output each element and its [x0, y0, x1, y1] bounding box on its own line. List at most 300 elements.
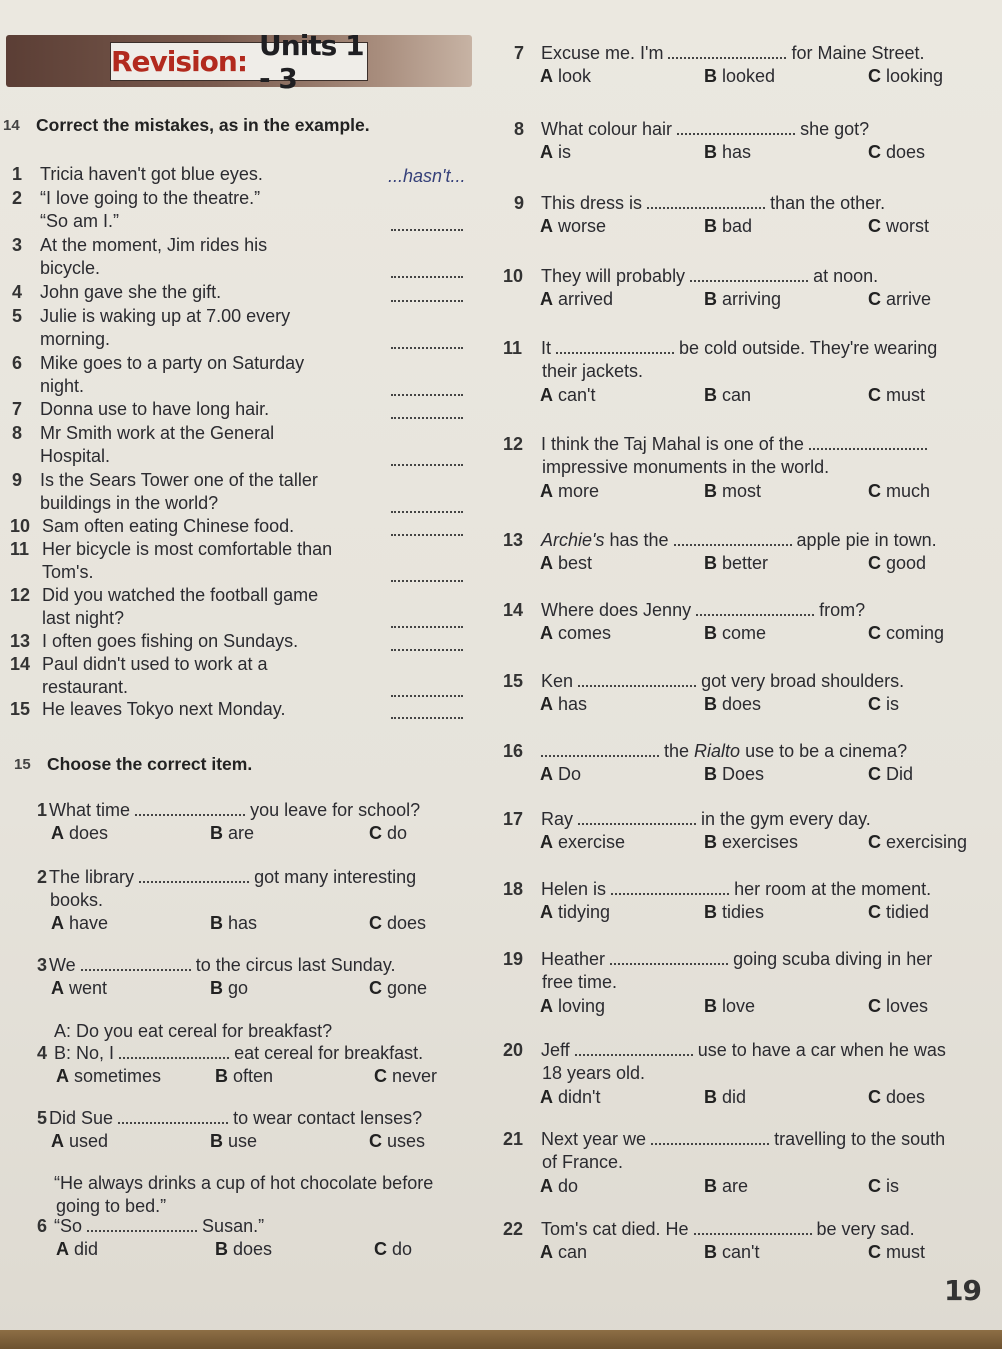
option-letter: C [868, 1176, 881, 1196]
ex14-item-text: He leaves Tokyo next Monday. [42, 699, 286, 719]
option-text: love [722, 996, 756, 1016]
option-letter: A [540, 832, 553, 852]
option-text: does [387, 913, 427, 933]
option-c[interactable] [374, 1238, 412, 1260]
units-label: Units 1 - 3 [259, 28, 364, 95]
ex15-sentence [49, 1107, 422, 1129]
option-letter: C [374, 1239, 387, 1259]
option-text: has [228, 913, 258, 933]
ex14-item-text: At the moment, Jim rides his [40, 235, 268, 255]
option-a[interactable] [540, 763, 581, 785]
ex15-item-number: 16 [503, 741, 524, 761]
option-a[interactable] [540, 480, 599, 502]
option-a[interactable] [540, 901, 610, 923]
option-text: looking [886, 66, 944, 86]
ex14-item-text: Sam often eating Chinese food. [42, 516, 295, 536]
ex15-sentence [541, 878, 931, 900]
ex14-answer-blank[interactable] [391, 229, 463, 231]
answer-blank[interactable] [135, 800, 245, 816]
option-letter: B [704, 481, 717, 501]
ex14-answer-blank[interactable] [391, 695, 463, 697]
option-b[interactable] [704, 693, 761, 715]
option-text: good [886, 553, 927, 573]
option-text: is [558, 142, 572, 162]
option-c[interactable] [868, 831, 967, 853]
ex14-item-number: 11 [10, 539, 30, 559]
answer-blank[interactable] [541, 741, 659, 757]
answer-blank[interactable] [139, 867, 249, 883]
ex15-sentence [541, 529, 937, 551]
option-a[interactable] [540, 384, 595, 406]
option-letter: C [868, 142, 881, 162]
revision-label: Revision: [111, 45, 248, 78]
option-letter: C [868, 481, 881, 501]
option-a[interactable] [51, 822, 108, 844]
ex14-item-number: 7 [12, 399, 23, 419]
option-b[interactable] [704, 901, 764, 923]
ex14-item-number: 3 [12, 235, 23, 255]
option-a[interactable] [540, 995, 605, 1017]
ex14-item-text: Hospital. [40, 446, 111, 466]
answer-blank[interactable] [668, 43, 786, 59]
ex15-text-before: Where does Jenny [541, 600, 692, 620]
option-text: loves [886, 996, 929, 1016]
option-c[interactable] [868, 1175, 899, 1197]
option-c[interactable] [868, 995, 928, 1017]
answer-blank[interactable] [556, 338, 674, 354]
ex15-prompt: going to bed.” [56, 1196, 167, 1216]
ex14-item-text: Her bicycle is most comfortable than [42, 539, 333, 559]
ex15-text-before: Archie's [541, 530, 605, 550]
option-text: has [558, 694, 588, 714]
option-text: uses [387, 1131, 426, 1151]
ex15-text-before: Did Sue [49, 1108, 114, 1128]
option-b[interactable] [704, 141, 751, 163]
ex15-sentence-continued: free time. [542, 972, 618, 992]
ex14-item-text: night. [40, 376, 85, 396]
ex15-sentence [54, 1042, 423, 1064]
answer-blank[interactable] [575, 1040, 693, 1056]
option-text: worst [886, 216, 930, 236]
option-text: better [722, 553, 769, 573]
option-a[interactable] [540, 1241, 587, 1263]
ex15-sentence-continued: impressive monuments in the world. [542, 457, 830, 477]
ex14-answer-blank[interactable] [391, 626, 463, 628]
ex15-sentence [541, 192, 885, 214]
option-text: worse [558, 216, 607, 236]
option-b[interactable] [704, 995, 755, 1017]
option-text: loving [558, 996, 606, 1016]
option-b[interactable] [215, 1065, 273, 1087]
option-letter: A [56, 1239, 69, 1259]
option-b[interactable] [704, 763, 764, 785]
option-letter: C [369, 823, 382, 843]
ex15-sentence [541, 740, 907, 762]
ex14-item-text: morning. [40, 329, 111, 349]
ex15-text-after: got very broad shoulders. [701, 671, 905, 691]
ex15-text-after: to wear contact lenses? [233, 1108, 423, 1128]
ex14-answer-blank[interactable] [391, 276, 463, 278]
ex15-item-number: 19 [503, 949, 524, 969]
option-text: much [886, 481, 931, 501]
answer-blank[interactable] [611, 879, 729, 895]
option-a[interactable] [540, 288, 613, 310]
option-text: used [69, 1131, 109, 1151]
ex14-item-number: 5 [12, 306, 23, 326]
option-c[interactable] [868, 480, 930, 502]
option-letter: A [540, 996, 553, 1016]
ex15-item-number: 18 [503, 879, 524, 899]
option-letter: A [51, 823, 64, 843]
option-b[interactable] [704, 288, 781, 310]
ex15-prompt: A: Do you eat cereal for breakfast? [54, 1021, 333, 1041]
option-b[interactable] [704, 1086, 746, 1108]
option-text: do [392, 1239, 413, 1259]
option-b[interactable] [704, 384, 751, 406]
ex15-item-number: 9 [514, 193, 525, 213]
page-number: 19 [944, 1274, 981, 1307]
option-c[interactable] [868, 622, 944, 644]
option-text: more [558, 481, 600, 501]
ex15-sentence [541, 948, 932, 970]
ex15-sentence [541, 1218, 915, 1240]
option-letter: B [210, 978, 223, 998]
ex15-item-number: 8 [514, 119, 525, 139]
option-text: are [228, 823, 255, 843]
option-text: coming [886, 623, 945, 643]
ex14-answer-blank[interactable] [391, 347, 463, 349]
ex15-sentence [541, 265, 878, 287]
ex14-answer-blank[interactable] [391, 417, 463, 419]
option-text: does [722, 694, 762, 714]
ex15-text-before: Ken [541, 671, 574, 691]
option-letter: C [868, 66, 881, 86]
option-text: arrived [558, 289, 614, 309]
option-a[interactable] [56, 1238, 98, 1260]
option-letter: B [704, 996, 717, 1016]
option-text: did [74, 1239, 99, 1259]
answer-blank[interactable] [674, 530, 792, 546]
option-letter: C [868, 623, 881, 643]
ex15-text-before: We [49, 955, 76, 975]
option-c[interactable] [868, 1086, 925, 1108]
bottom-edge [0, 1330, 1002, 1349]
option-a[interactable] [540, 141, 571, 163]
ex14-answer-blank[interactable] [391, 534, 463, 536]
ex14-item-number: 4 [12, 282, 23, 302]
option-letter: A [540, 481, 553, 501]
answer-blank[interactable] [647, 193, 765, 209]
option-text: is [886, 1176, 900, 1196]
ex15-text-before: Next year we [541, 1129, 647, 1149]
option-letter: B [704, 216, 717, 236]
ex15-sentence [541, 1128, 945, 1150]
ex15-item-number: 7 [514, 43, 525, 63]
ex15-text-before: They will probably [541, 266, 686, 286]
answer-blank[interactable] [119, 1043, 229, 1059]
option-letter: B [704, 1087, 717, 1107]
option-b[interactable] [210, 977, 248, 999]
option-letter: A [540, 216, 553, 236]
ex15-sentence [541, 337, 937, 359]
exercise-15-instruction: Choose the correct item. [47, 754, 253, 774]
option-letter: C [374, 1066, 387, 1086]
ex15-text-before: B: No, I [54, 1043, 115, 1063]
ex15-text-before: The library [49, 867, 135, 887]
option-a[interactable] [540, 215, 606, 237]
ex15-text-before: Tom's cat died. He [541, 1219, 689, 1239]
ex14-item-number: 12 [10, 585, 31, 605]
ex14-item-text: “So am I.” [40, 211, 120, 231]
option-a[interactable] [51, 1130, 108, 1152]
option-letter: B [704, 142, 717, 162]
ex15-text-after: the [664, 741, 695, 761]
option-text: is [886, 694, 900, 714]
option-a[interactable] [540, 552, 592, 574]
ex14-item-text: bicycle. [40, 258, 101, 278]
ex14-item-text: last night? [42, 608, 125, 628]
option-text: exercise [558, 832, 626, 852]
option-letter: A [540, 1242, 553, 1262]
option-b[interactable] [210, 912, 257, 934]
ex15-text-after: than the other. [770, 193, 886, 213]
option-letter: C [868, 996, 881, 1016]
ex15-item-number: 12 [503, 434, 524, 454]
ex15-item-number: 2 [37, 867, 48, 887]
answer-blank[interactable] [81, 955, 191, 971]
answer-blank[interactable] [809, 434, 927, 450]
option-c[interactable] [868, 288, 931, 310]
ex15-item-number: 5 [37, 1108, 48, 1128]
ex14-answer-blank[interactable] [391, 649, 463, 651]
ex14-answer-blank[interactable] [391, 300, 463, 302]
option-text: arriving [722, 289, 782, 309]
option-letter: B [704, 902, 717, 922]
option-b[interactable] [210, 1130, 257, 1152]
ex15-text-before: I think the Taj Mahal is one of the [541, 434, 804, 454]
ex15-text-after: from? [819, 600, 866, 620]
answer-blank[interactable] [694, 1219, 812, 1235]
option-text: Did [886, 764, 914, 784]
option-c[interactable] [868, 1241, 925, 1263]
option-text: do [558, 1176, 579, 1196]
option-letter: A [51, 1131, 64, 1151]
ex15-item-number: 22 [503, 1219, 524, 1239]
ex14-item-text: buildings in the world? [40, 493, 219, 513]
ex15-text-before: Helen is [541, 879, 607, 899]
option-letter: A [540, 66, 553, 86]
option-text: does [233, 1239, 273, 1259]
option-text: must [886, 1242, 926, 1262]
answer-blank[interactable] [87, 1216, 197, 1232]
ex15-text-after: got many interesting [254, 867, 417, 887]
ex15-sentence [541, 118, 869, 140]
option-letter: B [704, 66, 717, 86]
ex15-item-number: 10 [503, 266, 524, 286]
option-a[interactable] [540, 1175, 578, 1197]
option-b[interactable] [704, 215, 752, 237]
ex14-answer-blank[interactable] [391, 580, 463, 582]
option-a[interactable] [51, 977, 107, 999]
option-text: Does [722, 764, 765, 784]
ex14-item-text: Did you watched the football game [42, 585, 319, 605]
option-text: did [722, 1087, 747, 1107]
ex15-text-after: she got? [800, 119, 870, 139]
answer-blank[interactable] [118, 1108, 228, 1124]
option-text: has [722, 142, 752, 162]
option-text: does [886, 1087, 926, 1107]
ex15-item-number: 14 [503, 600, 524, 620]
option-text: use [228, 1131, 258, 1151]
option-letter: B [704, 385, 717, 405]
answer-blank[interactable] [690, 266, 808, 282]
ex15-text-before: Excuse me. I'm [541, 43, 664, 63]
ex15-sentence-continued: of France. [542, 1152, 624, 1172]
option-text: does [69, 823, 109, 843]
ex14-answer-blank[interactable] [391, 717, 463, 719]
ex14-item-number: 1 [12, 164, 23, 184]
option-c[interactable] [369, 912, 426, 934]
option-a[interactable] [51, 912, 108, 934]
ex14-answer-blank[interactable] [391, 464, 463, 466]
ex15-text-after: going scuba diving in her [733, 949, 933, 969]
ex15-item-number: 3 [37, 955, 48, 975]
option-letter: B [704, 832, 717, 852]
option-c[interactable] [868, 693, 899, 715]
option-a[interactable] [540, 1086, 600, 1108]
option-c[interactable] [369, 977, 427, 999]
ex14-item-number: 13 [10, 631, 31, 651]
option-letter: A [540, 623, 553, 643]
exercise-15-number: 15 [14, 756, 31, 773]
exercise-14-instruction: Correct the mistakes, as in the example. [36, 115, 370, 135]
option-a[interactable] [540, 693, 587, 715]
option-letter: C [369, 913, 382, 933]
option-letter: A [51, 978, 64, 998]
ex15-prompt: “He always drinks a cup of hot chocolate before [54, 1173, 434, 1193]
option-b[interactable] [704, 1175, 748, 1197]
option-letter: C [868, 289, 881, 309]
ex14-item-text: Mr Smith work at the General [40, 423, 275, 443]
ex15-sentence [54, 1215, 264, 1237]
answer-blank[interactable] [696, 600, 814, 616]
ex14-item-text: “I love going to the theatre.” [40, 188, 261, 208]
ex14-item-number: 10 [10, 516, 31, 536]
ex15-text-before: Jeff [541, 1040, 570, 1060]
option-b[interactable] [704, 622, 766, 644]
answer-blank[interactable] [677, 119, 795, 135]
option-b[interactable] [704, 831, 798, 853]
option-text: must [886, 385, 926, 405]
option-a[interactable] [540, 831, 625, 853]
ex15-item-number: 15 [503, 671, 524, 691]
option-letter: B [215, 1239, 228, 1259]
ex15-text-after: be very sad. [816, 1219, 915, 1239]
ex15-text-before: Heather [541, 949, 606, 969]
revision-title [110, 28, 368, 95]
option-letter: B [210, 823, 223, 843]
ex14-item-number: 9 [12, 470, 23, 490]
option-a[interactable] [540, 65, 591, 87]
option-c[interactable] [868, 763, 913, 785]
option-b[interactable] [704, 1241, 759, 1263]
option-c[interactable] [868, 552, 926, 574]
ex15-sentence [49, 954, 396, 976]
option-letter: C [369, 978, 382, 998]
option-b[interactable] [704, 552, 768, 574]
option-c[interactable] [868, 901, 929, 923]
option-text: can't [722, 1242, 760, 1262]
option-text: tidies [722, 902, 765, 922]
option-text: looked [722, 66, 776, 86]
option-b[interactable] [704, 480, 761, 502]
option-text: have [69, 913, 109, 933]
option-letter: A [56, 1066, 69, 1086]
option-c[interactable] [369, 1130, 425, 1152]
option-b[interactable] [215, 1238, 272, 1260]
option-c[interactable] [369, 822, 407, 844]
option-text: tidied [886, 902, 930, 922]
option-letter: A [540, 553, 553, 573]
ex14-item-text: I often goes fishing on Sundays. [42, 631, 299, 651]
option-a[interactable] [56, 1065, 161, 1087]
exercise-14-number: 14 [3, 117, 20, 134]
ex14-item-number: 2 [12, 188, 23, 208]
ex15-sentence [541, 599, 865, 621]
ex15-sentence [49, 866, 416, 888]
ex15-item-number: 11 [503, 338, 523, 358]
ex14-item-text: Julie is waking up at 7.00 every [40, 306, 291, 326]
option-letter: B [704, 764, 717, 784]
option-letter: C [868, 385, 881, 405]
option-text: are [722, 1176, 749, 1196]
ex15-item-number: 6 [37, 1216, 48, 1236]
option-letter: A [540, 764, 553, 784]
option-text: gone [387, 978, 428, 998]
option-letter: A [540, 385, 553, 405]
option-text: most [722, 481, 762, 501]
option-c[interactable] [868, 141, 925, 163]
option-letter: C [868, 1242, 881, 1262]
answer-blank[interactable] [651, 1129, 769, 1145]
option-letter: C [868, 902, 881, 922]
ex14-answer-blank[interactable] [391, 394, 463, 396]
option-b[interactable] [210, 822, 254, 844]
answer-blank[interactable] [578, 671, 696, 687]
option-c[interactable] [374, 1065, 437, 1087]
ex14-item-text: John gave she the gift. [40, 282, 222, 302]
answer-blank[interactable] [610, 949, 728, 965]
option-text: comes [558, 623, 612, 643]
ex14-answer-blank[interactable] [391, 511, 463, 513]
option-letter: B [210, 913, 223, 933]
option-letter: A [540, 694, 553, 714]
ex15-text-before: Ray [541, 809, 574, 829]
option-letter: C [868, 832, 881, 852]
option-b[interactable] [704, 65, 775, 87]
option-letter: A [540, 289, 553, 309]
option-a[interactable] [540, 622, 611, 644]
option-c[interactable] [868, 384, 925, 406]
ex15-text-after: her room at the moment. [734, 879, 932, 899]
option-letter: C [868, 764, 881, 784]
answer-blank[interactable] [578, 809, 696, 825]
option-c[interactable] [868, 215, 929, 237]
option-text: arrive [886, 289, 932, 309]
option-c[interactable] [868, 65, 943, 87]
option-letter: B [704, 1242, 717, 1262]
ex15-item-number: 21 [503, 1129, 524, 1149]
